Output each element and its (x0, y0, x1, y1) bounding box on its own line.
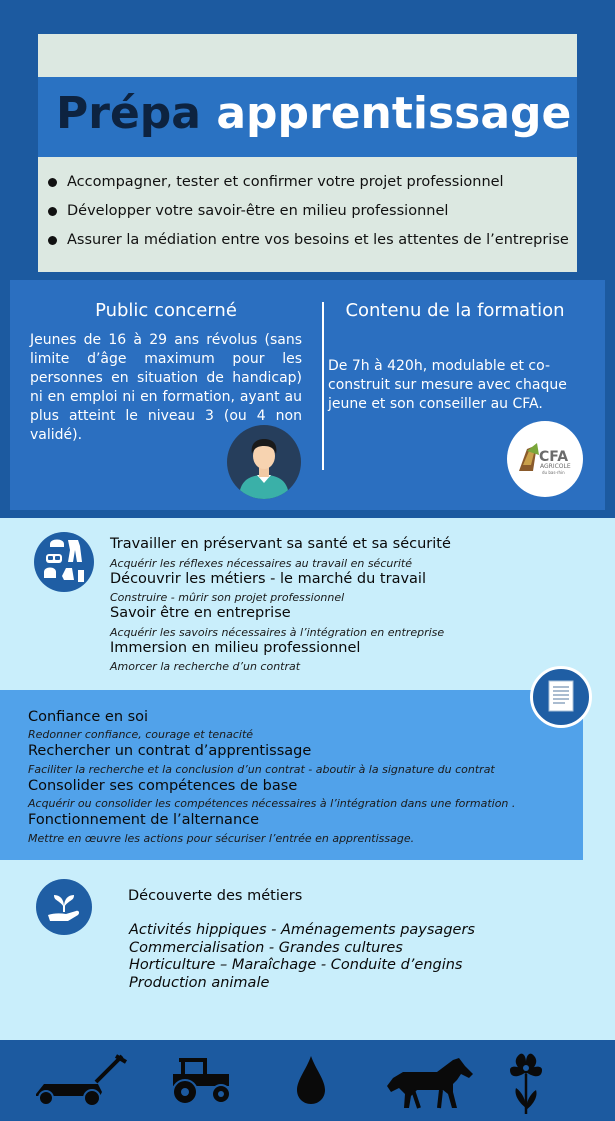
hand-plant-icon (36, 879, 92, 935)
s2-item-sub: Faciliter la recherche et la conclusion d’un contrat - aboutir à la signature du contrat (28, 763, 495, 776)
s2-item-title: Confiance en soi (28, 709, 149, 725)
s1-item-sub: Amorcer la recherche d’un contrat (110, 660, 301, 673)
public-text: Jeunes de 16 à 29 ans révolus (sans limite d’âge maximum pour les personnes en situation de handicap) ni en emploi ni en formation, ayant au plus atteint le niveau 3 (ou 4 non validé). (30, 332, 302, 443)
objective-item (48, 228, 578, 257)
s2-item-title: Rechercher un contrat d’apprentissage (28, 743, 312, 759)
activity-line: Activités hippiques - Aménagements paysagers (129, 922, 475, 938)
s2-item-title: Fonctionnement de l’alternance (28, 812, 260, 828)
info-divider (322, 302, 324, 470)
title-word-apprentissage: apprentissage (216, 88, 572, 139)
objective-text: Développer votre savoir-être en milieu professionnel (67, 203, 449, 219)
s2-item-sub: Redonner confiance, courage et tenacité (28, 728, 254, 741)
cfa-logo-text: CFA (539, 449, 569, 465)
s1-item-sub: Acquérir les réflexes nécessaires au travail en sécurité (110, 557, 413, 570)
bullet-icon (48, 207, 57, 216)
safety-equipment-icon (34, 532, 94, 592)
activity-line: Commercialisation - Grandes cultures (129, 939, 403, 956)
s1-item-title: Travailler en préservant sa santé et sa sécurité (110, 536, 451, 552)
activities-list (129, 922, 529, 992)
decouverte-title: Découverte des métiers (128, 888, 303, 904)
contenu-title: Contenu de la formation (345, 300, 565, 321)
objective-item (48, 199, 578, 228)
objective-text: Accompagner, tester et confirmer votre projet professionnel (67, 174, 504, 190)
horse-icon (383, 1056, 475, 1110)
document-icon (530, 666, 592, 728)
title-word-prepa: Prépa (56, 88, 201, 139)
objective-text: Assurer la médiation entre vos besoins et les attentes de l’entreprise (67, 232, 569, 248)
flower-icon (506, 1048, 546, 1116)
s2-item-sub: Acquérir ou consolider les compétences nécessaires à l’intégration dans une formation . (28, 797, 516, 810)
objective-item (48, 170, 578, 199)
s1-item-sub: Acquérir les savoirs nécessaires à l’intégration en entreprise (110, 626, 445, 639)
objectives-list (48, 170, 578, 257)
tractor-icon (165, 1054, 237, 1106)
s1-item-title: Immersion en milieu professionnel (110, 640, 361, 656)
person-avatar-icon (227, 425, 301, 499)
s1-item-title: Découvrir les métiers - le marché du travail (110, 571, 426, 587)
cfa-logo-subtext: AGRICOLE (540, 463, 571, 470)
cfa-agricole-logo (507, 421, 583, 497)
s2-item-title: Consolider ses compétences de base (28, 778, 298, 794)
s1-item-title: Savoir être en entreprise (110, 605, 291, 621)
contenu-text: De 7h à 420h, modulable et co-construit sur mesure avec chaque jeune et son conseiller au CFA. (328, 358, 567, 412)
s2-item-sub: Mettre en œuvre les actions pour sécuriser l’entrée en apprentissage. (28, 832, 415, 845)
activity-line: Horticulture – Maraîchage - Conduite d’engins (129, 957, 463, 973)
bullet-icon (48, 178, 57, 187)
public-title: Public concerné (95, 300, 237, 321)
cfa-logo-region: du bas-rhin (542, 470, 565, 475)
activity-line: Production animale (129, 974, 270, 991)
lawn-mower-icon (30, 1052, 130, 1108)
bullet-icon (48, 236, 57, 245)
water-drop-icon (294, 1054, 328, 1106)
page-title (56, 86, 571, 142)
s1-item-sub: Construire - mûrir son projet professionnel (110, 591, 345, 604)
